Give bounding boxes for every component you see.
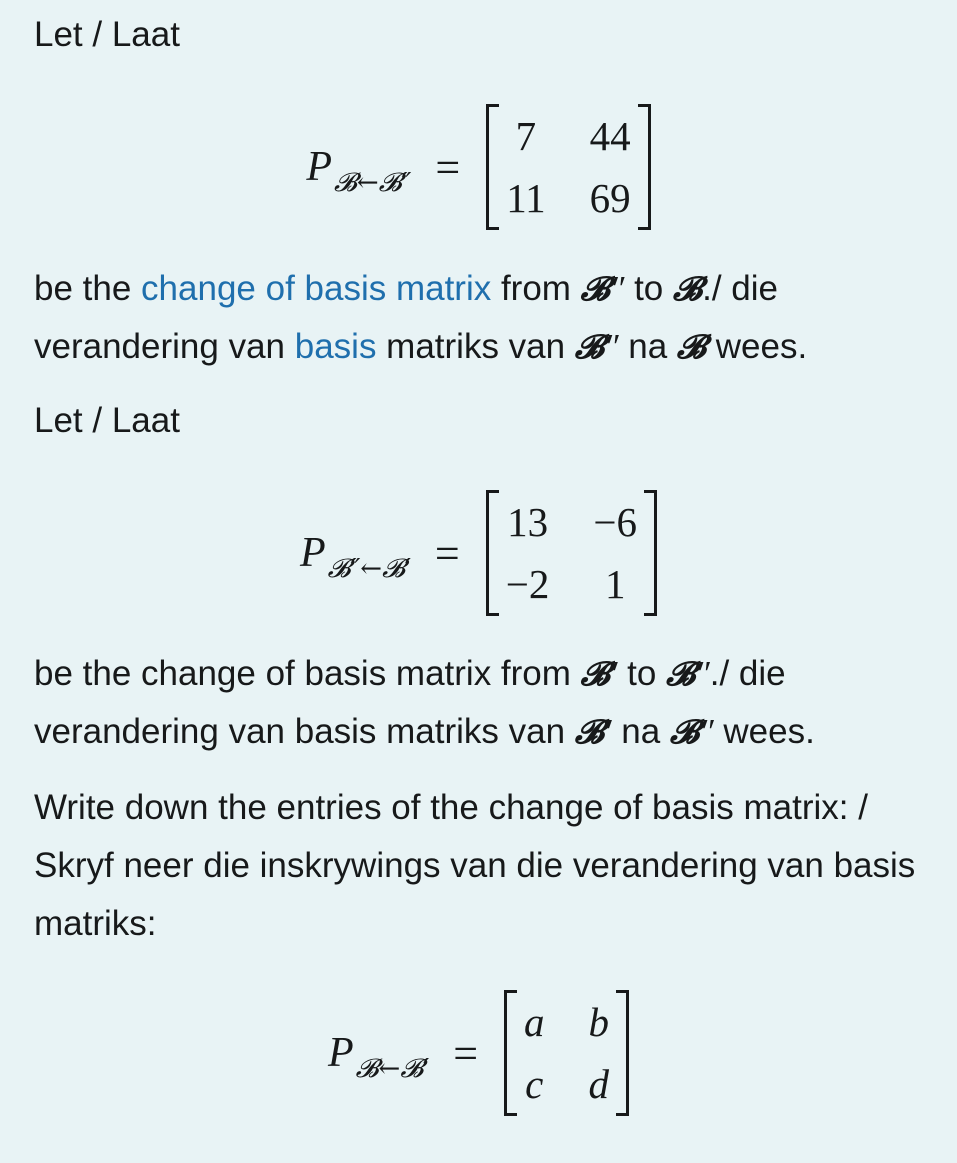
let-label-2: Let / Laat — [34, 401, 180, 440]
matrix-cell: 11 — [506, 175, 546, 221]
matrix-cell-a: a — [524, 999, 545, 1045]
equation-2 — [0, 490, 957, 616]
matrix-cell: −6 — [593, 499, 637, 545]
equation-3 — [0, 990, 957, 1116]
matrix-cell: 13 — [507, 499, 549, 545]
equals-sign: = — [435, 142, 461, 192]
matrix-cell: −2 — [505, 561, 550, 607]
equation-3-lhs: P 𝓑←𝓑′ — [327, 1030, 430, 1084]
matrix-1 — [486, 104, 650, 230]
matrix-cell: 7 — [515, 113, 537, 159]
matrix-cell: 69 — [589, 175, 631, 221]
matrix-cell-b: b — [588, 999, 610, 1045]
link-basis[interactable]: basis — [294, 327, 377, 366]
equation-1-lhs: P 𝓑←𝓑″ — [306, 144, 412, 198]
matrix-2 — [486, 490, 657, 616]
equation-2-lhs: P 𝓑″←𝓑′ — [300, 530, 411, 584]
equals-sign: = — [453, 1028, 479, 1078]
paragraph-2: be the change of basis matrix from 𝓑′ to 𝓑″./ die verandering van basis matriks van 𝓑′ na 𝓑″ wees. — [34, 654, 815, 751]
let-label-1: Let / Laat — [34, 15, 180, 54]
equation-1 — [0, 104, 957, 230]
paragraph-1: be the change of basis matrix from 𝓑″ to 𝓑./ die verandering van basis matriks van 𝓑″ na 𝓑 wees. — [34, 269, 808, 366]
matrix-3 — [504, 990, 629, 1116]
equals-sign: = — [434, 528, 460, 578]
matrix-cell: 1 — [604, 561, 626, 607]
matrix-cell-c: c — [525, 1061, 544, 1107]
matrix-cell: 44 — [589, 113, 631, 159]
paragraph-3: Write down the entries of the change of basis matrix: / Skryf neer die inskrywings van die verandering van basis matriks: — [34, 788, 916, 943]
matrix-cell-d: d — [588, 1061, 610, 1107]
link-change-of-basis-matrix[interactable]: change of basis matrix — [141, 269, 492, 308]
